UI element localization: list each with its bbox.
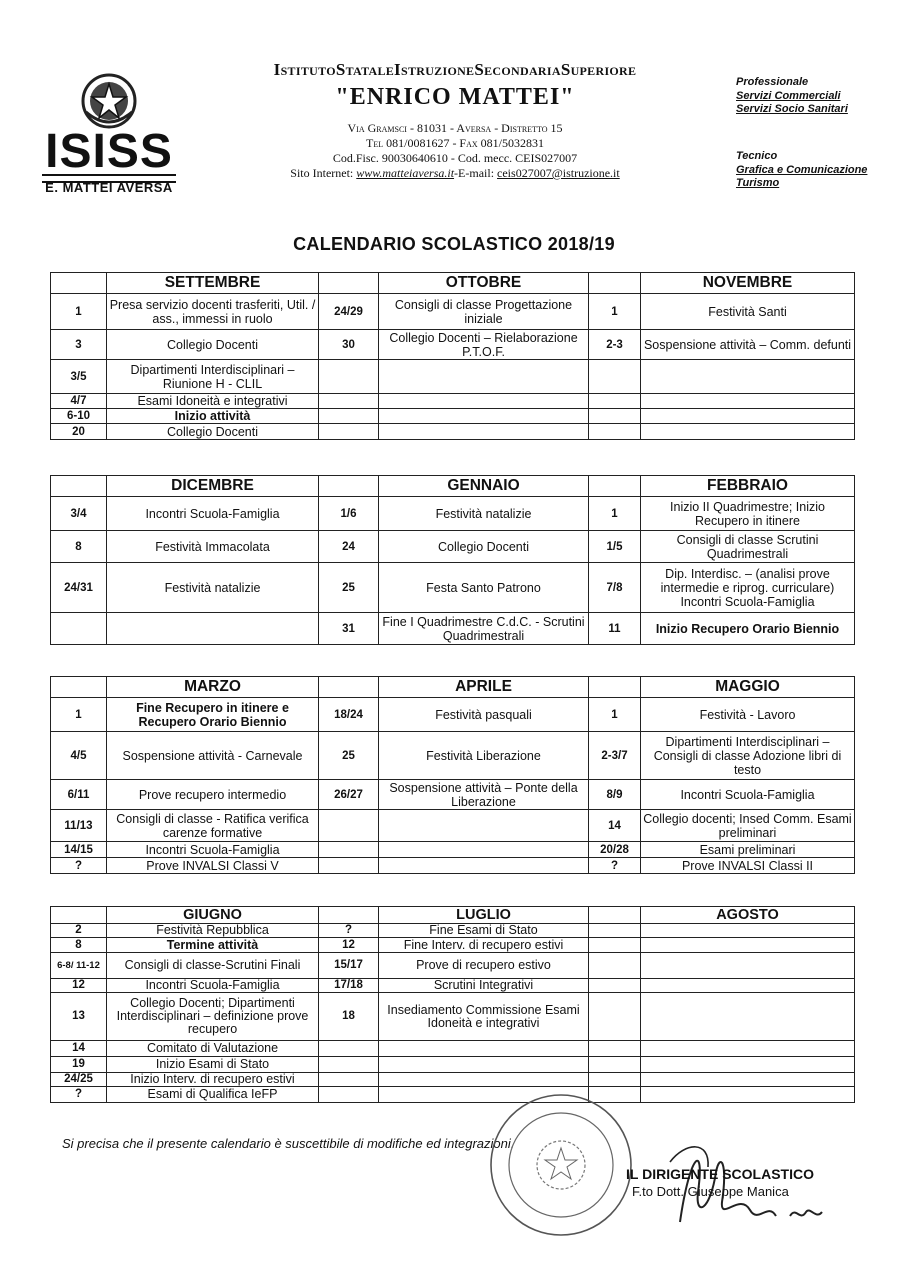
event-date: 6/11 [51, 780, 107, 810]
table-row [51, 810, 855, 842]
month-header: GIUGNO [107, 907, 319, 924]
event-date: 14/15 [51, 842, 107, 858]
event-date [589, 938, 641, 953]
event-description: Incontri Scuola-Famiglia [641, 780, 855, 810]
event-description: Festa Santo Patrono [379, 563, 589, 613]
event-date: 1 [589, 698, 641, 732]
table-row [51, 858, 855, 874]
event-date [319, 810, 379, 842]
event-date: 6-8/ 11-12 [51, 953, 107, 979]
event-date: 11 [589, 613, 641, 645]
event-description: Inizio Esami di Stato [107, 1057, 319, 1073]
event-date: 14 [51, 1041, 107, 1057]
event-date: 3 [51, 330, 107, 360]
event-description: Fine Recupero in itinere e Recupero Orario Biennio [107, 698, 319, 732]
email-label: -E-mail: [454, 166, 498, 180]
event-date: 31 [319, 613, 379, 645]
branch-professionale: Professionale [736, 76, 809, 88]
school-stamp-icon [486, 1090, 636, 1240]
event-description: Inizio Recupero Orario Biennio [641, 613, 855, 645]
event-description: Consigli di classe Progettazione iniziale [379, 294, 589, 330]
month-header: DICEMBRE [107, 476, 319, 497]
event-description: Sospensione attività – Ponte della Liberazione [379, 780, 589, 810]
event-date [319, 1057, 379, 1073]
event-date: 24/25 [51, 1073, 107, 1087]
school-header [190, 60, 720, 181]
table-row [51, 979, 855, 993]
event-date: 1/6 [319, 497, 379, 531]
event-description: Esami di Qualifica IeFP [107, 1087, 319, 1103]
event-description: Festività Repubblica [107, 924, 319, 938]
event-description [379, 1041, 589, 1057]
event-date: 11/13 [51, 810, 107, 842]
event-description: Collegio Docenti – Rielaborazione P.T.O.F. [379, 330, 589, 360]
table-row [51, 294, 855, 330]
event-description [641, 993, 855, 1041]
event-description [641, 1041, 855, 1057]
event-description: Festività natalizie [107, 563, 319, 613]
month-header: OTTOBRE [379, 273, 589, 294]
republic-emblem-icon [80, 72, 138, 130]
month-header: NOVEMBRE [641, 273, 855, 294]
event-description: Collegio docenti; Insed Comm. Esami preliminari [641, 810, 855, 842]
event-date: 7/8 [589, 563, 641, 613]
event-date: 2-3/7 [589, 732, 641, 780]
event-description [641, 1073, 855, 1087]
contacts [190, 166, 720, 181]
event-date [589, 953, 641, 979]
month-header: MAGGIO [641, 677, 855, 698]
event-date: 20/28 [589, 842, 641, 858]
event-date [589, 993, 641, 1041]
date-header [51, 273, 107, 294]
event-date: 2 [51, 924, 107, 938]
month-header: LUGLIO [379, 907, 589, 924]
month-header: MARZO [107, 677, 319, 698]
table-row [51, 924, 855, 938]
date-header [589, 677, 641, 698]
event-date: 12 [51, 979, 107, 993]
event-description: Prove INVALSI Classi V [107, 858, 319, 874]
table-row [51, 531, 855, 563]
event-description: Festività Santi [641, 294, 855, 330]
branch-turismo: Turismo [736, 177, 780, 189]
date-header [51, 476, 107, 497]
calendar-table [50, 272, 855, 440]
address: Via Gramsci - 81031 - Aversa - Distretto 15 [347, 121, 563, 135]
event-date: 6-10 [51, 409, 107, 424]
event-description: Inizio Interv. di recupero estivi [107, 1073, 319, 1087]
event-date: 30 [319, 330, 379, 360]
date-header [589, 907, 641, 924]
site-label: Sito Internet: [290, 166, 357, 180]
event-date [589, 409, 641, 424]
event-description [379, 424, 589, 440]
event-description [379, 1057, 589, 1073]
event-date [51, 613, 107, 645]
table-row [51, 424, 855, 440]
event-description: Festività Immacolata [107, 531, 319, 563]
event-date [589, 424, 641, 440]
month-header: APRILE [379, 677, 589, 698]
event-description: Inizio attività [107, 409, 319, 424]
event-description [641, 979, 855, 993]
event-date [319, 1087, 379, 1103]
event-description: Festività pasquali [379, 698, 589, 732]
event-description: Prove recupero intermedio [107, 780, 319, 810]
event-description [641, 1057, 855, 1073]
event-description: Incontri Scuola-Famiglia [107, 497, 319, 531]
table-row [51, 780, 855, 810]
event-date: ? [51, 1087, 107, 1103]
event-description [379, 842, 589, 858]
event-date: 3/5 [51, 360, 107, 394]
calendar-table [50, 676, 855, 874]
event-date [319, 858, 379, 874]
event-date: 1 [589, 294, 641, 330]
event-date: 20 [51, 424, 107, 440]
month-header-row [51, 476, 855, 497]
table-row [51, 409, 855, 424]
event-description [641, 938, 855, 953]
event-date [589, 394, 641, 409]
event-description [379, 394, 589, 409]
event-description: Inizio II Quadrimestre; Inizio Recupero in itinere [641, 497, 855, 531]
event-description: Comitato di Valutazione [107, 1041, 319, 1057]
calendar-table [50, 906, 855, 1103]
signature-block [626, 1166, 814, 1199]
school-name: "ENRICO MATTEI" [335, 84, 575, 110]
event-description [641, 360, 855, 394]
table-row [51, 1041, 855, 1057]
event-date: ? [319, 924, 379, 938]
date-header [589, 273, 641, 294]
signer-name: F.to Dott. Giuseppe Manica [632, 1184, 789, 1199]
date-header [589, 476, 641, 497]
event-description: Prove di recupero estivo [379, 953, 589, 979]
event-description: Dipartimenti Interdisciplinari – Consigli di classe Adozione libri di testo [641, 732, 855, 780]
event-description [107, 613, 319, 645]
table-row [51, 1087, 855, 1103]
table-row [51, 563, 855, 613]
table-row [51, 497, 855, 531]
event-description: Prove INVALSI Classi II [641, 858, 855, 874]
event-date: 17/18 [319, 979, 379, 993]
logo-subtext: E. MATTEI AVERSA [45, 180, 173, 195]
school-logo [36, 72, 182, 195]
table-row [51, 953, 855, 979]
event-description: Dipartimenti Interdisciplinari – Riunione H - CLIL [107, 360, 319, 394]
event-description: Festività natalizie [379, 497, 589, 531]
signer-title: IL DIRIGENTE SCOLASTICO [626, 1166, 814, 1182]
event-date: ? [589, 858, 641, 874]
event-date: ? [51, 858, 107, 874]
website-link[interactable]: www.matteiaversa.it [356, 166, 455, 180]
event-description: Sospensione attività – Comm. defunti [641, 330, 855, 360]
event-date [589, 1057, 641, 1073]
event-description: Fine Interv. di recupero estivi [379, 938, 589, 953]
event-date [319, 1073, 379, 1087]
event-description [379, 1073, 589, 1087]
event-date: 14 [589, 810, 641, 842]
event-date: 4/5 [51, 732, 107, 780]
branch-servizi-socio-sanitari: Servizi Socio Sanitari [736, 103, 848, 115]
event-date: 25 [319, 563, 379, 613]
event-description [641, 953, 855, 979]
event-description [379, 810, 589, 842]
event-date: 8 [51, 938, 107, 953]
table-row [51, 360, 855, 394]
event-date [319, 424, 379, 440]
event-date [589, 1073, 641, 1087]
logo-text: ISISS [45, 125, 173, 178]
footer-note: Si precisa che il presente calendario è suscettibile di modifiche ed integrazioni. [62, 1136, 515, 1151]
event-description: Collegio Docenti [379, 531, 589, 563]
event-date: 1/5 [589, 531, 641, 563]
event-date: 24 [319, 531, 379, 563]
event-date: 4/7 [51, 394, 107, 409]
page-title: CALENDARIO SCOLASTICO 2018/19 [293, 234, 615, 254]
event-description: Fine Esami di Stato [379, 924, 589, 938]
event-date [589, 360, 641, 394]
month-header-row [51, 907, 855, 924]
event-description [379, 409, 589, 424]
branch-tecnico: Tecnico [736, 150, 778, 162]
event-description: Consigli di classe-Scrutini Finali [107, 953, 319, 979]
event-date: 24/29 [319, 294, 379, 330]
event-description: Incontri Scuola-Famiglia [107, 842, 319, 858]
event-date: 1 [51, 698, 107, 732]
date-header [51, 907, 107, 924]
event-description: Consigli di classe Scrutini Quadrimestrali [641, 531, 855, 563]
event-date [319, 842, 379, 858]
table-row [51, 330, 855, 360]
table-row [51, 394, 855, 409]
event-description [379, 360, 589, 394]
table-row [51, 1057, 855, 1073]
event-date: 3/4 [51, 497, 107, 531]
event-description: Dip. Interdisc. – (analisi prove intermedie e riprog. curriculare) Incontri Scuola-Famiglia [641, 563, 855, 613]
phone-fax: Tel 081/0081627 - Fax 081/5032831 [366, 136, 544, 150]
event-date: 18 [319, 993, 379, 1041]
date-header [319, 907, 379, 924]
event-description: Collegio Docenti; Dipartimenti Interdisciplinari – definizione prove recupero [107, 993, 319, 1041]
month-header: SETTEMBRE [107, 273, 319, 294]
event-description [641, 924, 855, 938]
event-description: Festività - Lavoro [641, 698, 855, 732]
date-header [319, 677, 379, 698]
event-description: Collegio Docenti [107, 330, 319, 360]
branch-servizi-commerciali: Servizi Commerciali [736, 90, 841, 102]
event-description [641, 424, 855, 440]
event-date: 1 [51, 294, 107, 330]
event-date [589, 924, 641, 938]
event-description: Sospensione attività - Carnevale [107, 732, 319, 780]
event-description: Consigli di classe - Ratifica verifica carenze formative [107, 810, 319, 842]
month-header-row [51, 273, 855, 294]
event-date: 1 [589, 497, 641, 531]
tax-codes: Cod.Fisc. 90030640610 - Cod. mecc. CEIS027007 [332, 151, 578, 165]
month-header: AGOSTO [641, 907, 855, 924]
table-row [51, 842, 855, 858]
event-description: Esami preliminari [641, 842, 855, 858]
table-row [51, 698, 855, 732]
event-date: 8 [51, 531, 107, 563]
event-date [589, 979, 641, 993]
event-date: 15/17 [319, 953, 379, 979]
event-description [379, 858, 589, 874]
table-row [51, 993, 855, 1041]
date-header [51, 677, 107, 698]
month-header: GENNAIO [379, 476, 589, 497]
event-date [319, 394, 379, 409]
event-date [589, 1041, 641, 1057]
event-date: 24/31 [51, 563, 107, 613]
event-date: 19 [51, 1057, 107, 1073]
school-branches [736, 76, 896, 190]
email-link[interactable]: ceis027007@istruzione.it [497, 166, 620, 180]
event-date: 13 [51, 993, 107, 1041]
event-description [641, 394, 855, 409]
event-date: 26/27 [319, 780, 379, 810]
event-description [641, 1087, 855, 1103]
event-description: Incontri Scuola-Famiglia [107, 979, 319, 993]
calendar-table [50, 475, 855, 645]
month-header-row [51, 677, 855, 698]
event-description: Esami Idoneità e integrativi [107, 394, 319, 409]
event-description: Scrutini Integrativi [379, 979, 589, 993]
table-row [51, 732, 855, 780]
event-description: Collegio Docenti [107, 424, 319, 440]
institute-name: IstitutoStataleIstruzioneSecondariaSuperiore [273, 60, 637, 79]
event-description: Presa servizio docenti trasferiti, Util. / ass., immessi in ruolo [107, 294, 319, 330]
branch-grafica: Grafica e Comunicazione [736, 164, 868, 176]
event-date: 25 [319, 732, 379, 780]
table-row [51, 1073, 855, 1087]
date-header [319, 273, 379, 294]
event-date: 8/9 [589, 780, 641, 810]
event-description: Festività Liberazione [379, 732, 589, 780]
event-description: Fine I Quadrimestre C.d.C. - Scrutini Quadrimestrali [379, 613, 589, 645]
date-header [319, 476, 379, 497]
table-row [51, 613, 855, 645]
event-date [319, 1041, 379, 1057]
event-date: 2-3 [589, 330, 641, 360]
event-description: Insediamento Commissione Esami Idoneità e integrativi [379, 993, 589, 1041]
event-description [641, 409, 855, 424]
event-date [319, 409, 379, 424]
event-date: 12 [319, 938, 379, 953]
event-description: Termine attività [107, 938, 319, 953]
event-date: 18/24 [319, 698, 379, 732]
event-date [319, 360, 379, 394]
table-row [51, 938, 855, 953]
month-header: FEBBRAIO [641, 476, 855, 497]
